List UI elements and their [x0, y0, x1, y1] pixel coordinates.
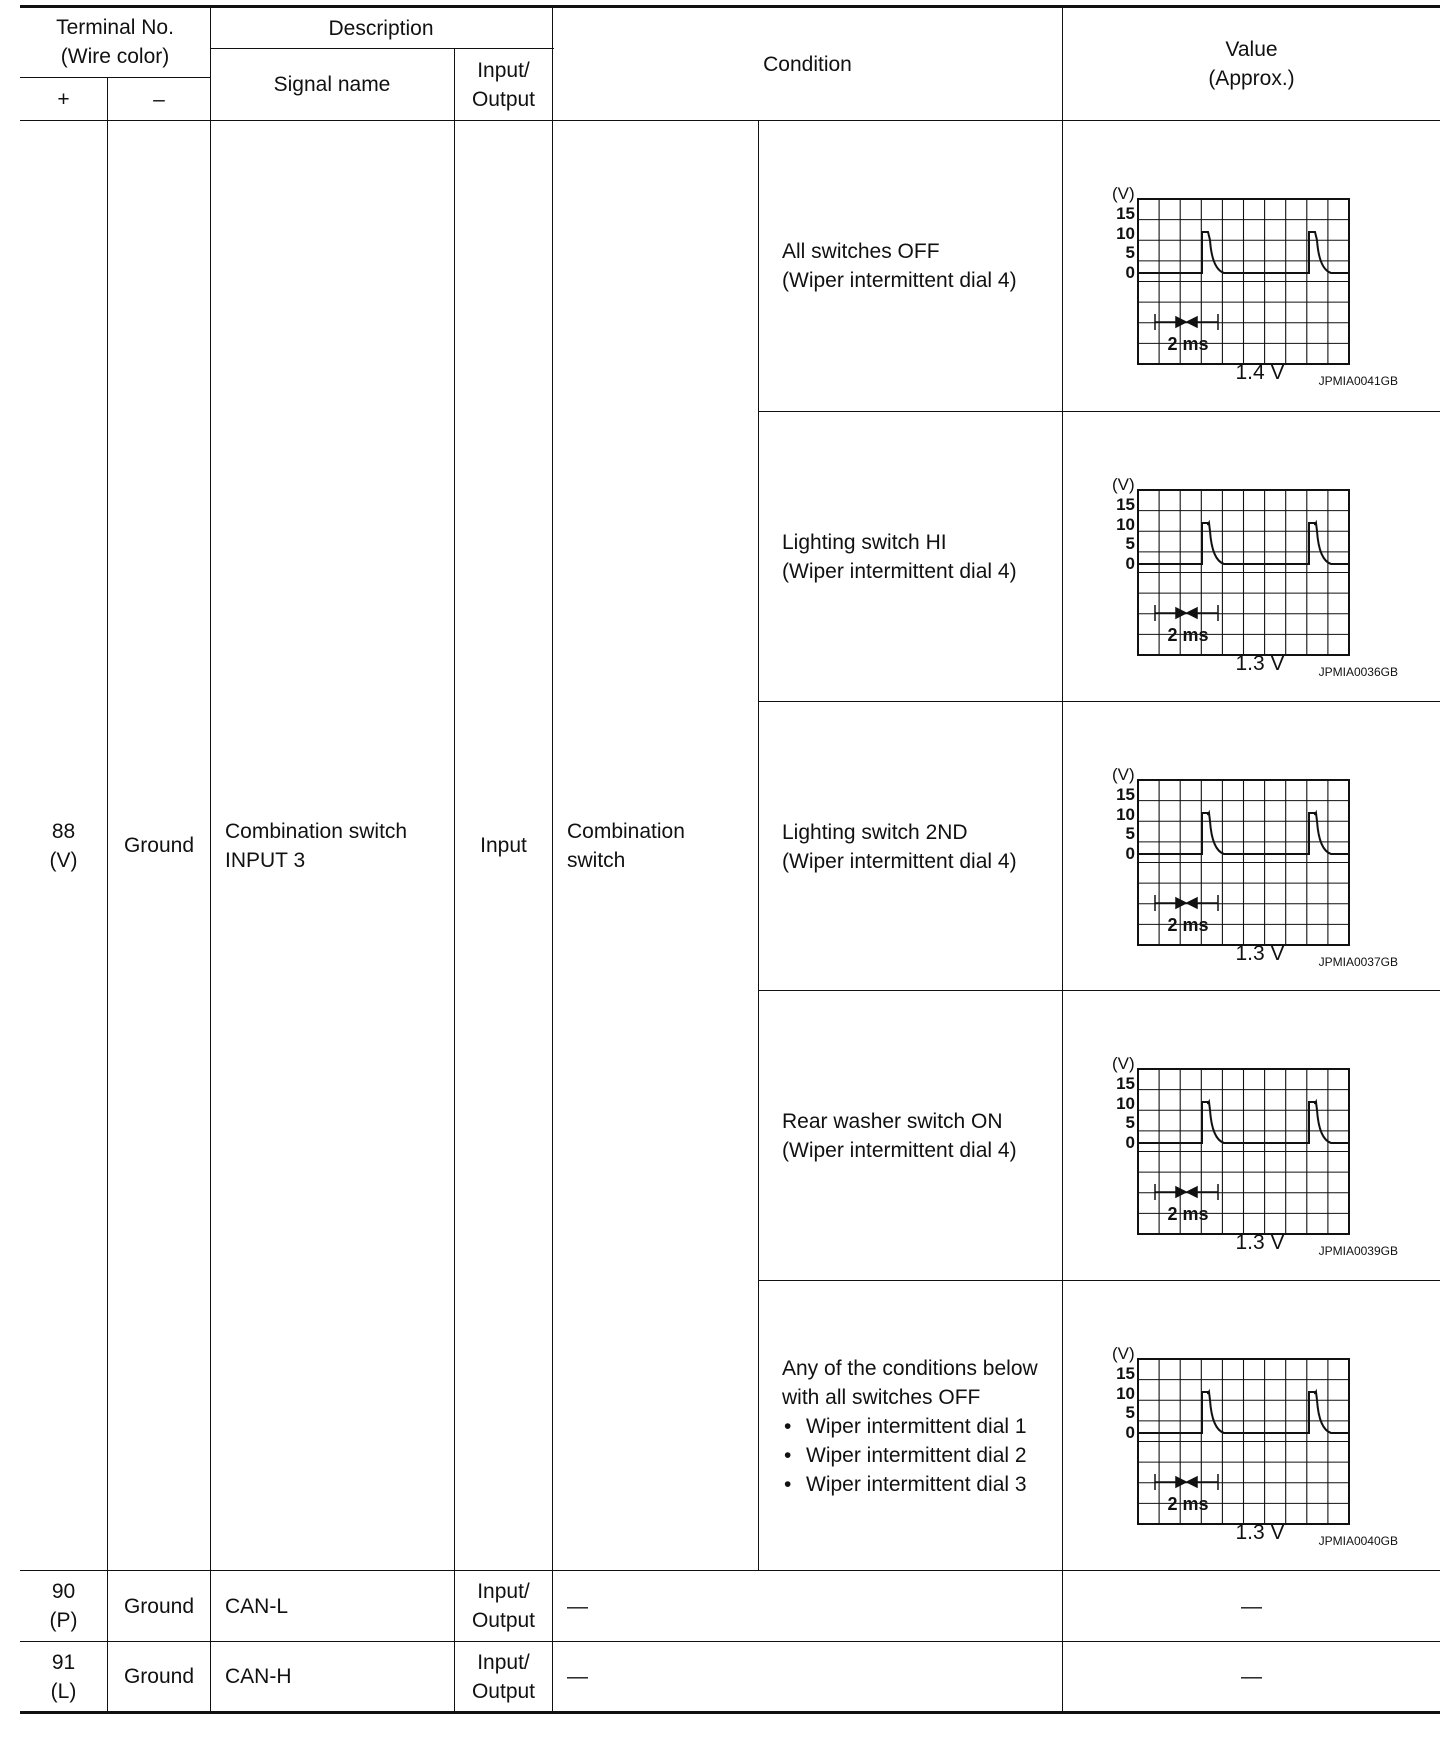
waveform-y-tick: 0: [1125, 1423, 1135, 1442]
time-scale-marker: [1155, 314, 1218, 330]
terminal-plus-88: 88 (V): [49, 819, 78, 872]
header-wire-color-label: (Wire color): [60, 45, 170, 68]
condition-90: —: [567, 1594, 588, 1618]
time-scale-marker: [1155, 895, 1218, 911]
signal-name-91: CAN-H: [225, 1665, 292, 1688]
io-91: Input/ Output: [471, 1650, 536, 1703]
time-scale-label: 2 ms: [1167, 1494, 1209, 1514]
waveform-unit-label: (V): [1112, 765, 1135, 784]
terminal-plus-90: 90 (P): [49, 1580, 78, 1632]
header-description: Description: [328, 16, 434, 40]
sub-condition-5: [782, 1281, 1092, 1571]
time-scale-marker: [1155, 1474, 1218, 1490]
waveform-y-tick: 15: [1116, 785, 1135, 804]
waveform-unit-label: (V): [1112, 475, 1135, 494]
waveform-figure-4: [1110, 1019, 1410, 1319]
time-scale-label: 2 ms: [1167, 1204, 1209, 1224]
waveform-axis-labels: [1112, 765, 1135, 863]
sub-condition-line: All switches OFF: [782, 240, 940, 263]
waveform-y-tick: 5: [1125, 824, 1135, 843]
table-bottom-border: [20, 1711, 1440, 1714]
sub-condition-bullet: • Wiper intermittent dial 2: [782, 1441, 1092, 1470]
sub-condition-4: [782, 991, 1092, 1281]
waveform-y-tick: 10: [1116, 1384, 1135, 1403]
waveform-figure-2: [1110, 440, 1410, 740]
waveform-y-tick: 15: [1116, 495, 1135, 514]
waveform-y-tick: 15: [1116, 1364, 1135, 1383]
sub-condition-line: Rear washer switch ON: [782, 1110, 1003, 1133]
header-plus: +: [57, 87, 70, 111]
value-reading: 1.3 V: [1235, 1521, 1285, 1544]
sub-condition-line: Lighting switch HI: [782, 531, 947, 554]
figure-id: JPMIA0041GB: [1318, 374, 1398, 388]
figure-id: JPMIA0040GB: [1318, 1534, 1398, 1548]
sub-condition-1: [782, 121, 1092, 411]
header-terminal-no: [20, 8, 210, 76]
waveform-axis-labels: [1112, 1344, 1135, 1442]
waveform-y-tick: 10: [1116, 224, 1135, 243]
figure-id: JPMIA0039GB: [1318, 1244, 1398, 1258]
header-input-output: Input/ Output: [471, 58, 536, 111]
waveform-y-tick: 15: [1116, 1074, 1135, 1093]
sub-condition-line: with all switches OFF: [782, 1385, 981, 1409]
value-reading: 1.4 V: [1235, 361, 1285, 384]
waveform-y-tick: 5: [1125, 243, 1135, 262]
value-reading: 1.3 V: [1235, 652, 1285, 675]
signal-name-88: Combination switch INPUT 3: [225, 819, 408, 872]
time-scale-marker: [1155, 1184, 1218, 1200]
waveform-y-tick: 10: [1116, 515, 1135, 534]
sub-condition-line: (Wiper intermittent dial 4): [782, 1139, 1017, 1162]
terminal-minus-90: Ground: [123, 1594, 195, 1618]
terminal-minus-91: Ground: [123, 1665, 195, 1688]
value-reading: 1.3 V: [1235, 942, 1285, 965]
waveform-y-tick: 0: [1125, 263, 1135, 282]
waveform-axis-labels: [1112, 475, 1135, 573]
value-reading: 1.3 V: [1235, 1231, 1285, 1254]
waveform-unit-label: (V): [1112, 1054, 1135, 1073]
figure-id: JPMIA0037GB: [1318, 955, 1398, 969]
sub-condition-bullet: • Wiper intermittent dial 3: [782, 1470, 1092, 1499]
sub-condition-bullet: • Wiper intermittent dial 1: [782, 1412, 1092, 1441]
time-scale-label: 2 ms: [1167, 625, 1209, 645]
waveform-axis-labels: [1112, 1054, 1135, 1152]
signal-name-90: CAN-L: [225, 1594, 289, 1618]
terminal-minus-88: Ground: [123, 834, 195, 857]
sub-condition-2: [782, 412, 1092, 702]
condition-group-88: Combination switch: [567, 819, 685, 872]
waveform-y-tick: 0: [1125, 844, 1135, 863]
header-value: Value (Approx.): [1208, 38, 1295, 90]
header-signal-name: Signal name: [273, 73, 391, 96]
waveform-y-tick: 0: [1125, 554, 1135, 573]
col-rule-subcondition: [758, 120, 759, 1570]
condition-91: —: [567, 1665, 588, 1688]
sub-condition-line: Any of the conditions below: [782, 1356, 1038, 1380]
header-condition: Condition: [763, 52, 852, 76]
value-90: —: [1241, 1594, 1262, 1618]
waveform-y-tick: 0: [1125, 1133, 1135, 1152]
waveform-y-tick: 10: [1116, 1094, 1135, 1113]
time-scale-marker: [1155, 605, 1218, 621]
waveform-unit-label: (V): [1112, 184, 1135, 203]
value-91: —: [1241, 1665, 1262, 1688]
waveform-y-tick: 5: [1125, 1403, 1135, 1422]
time-scale-label: 2 ms: [1167, 334, 1209, 354]
waveform-figure-1: [1110, 149, 1410, 449]
sub-condition-line: (Wiper intermittent dial 4): [782, 560, 1017, 583]
waveform-y-tick: 5: [1125, 534, 1135, 553]
header-terminal-no-label: Terminal No.: [56, 16, 174, 39]
io-90: Input/ Output: [471, 1580, 536, 1632]
io-88: Input: [480, 834, 527, 857]
waveform-unit-label: (V): [1112, 1344, 1135, 1363]
terminal-plus-91: 91 (L): [50, 1650, 77, 1703]
waveform-y-tick: 10: [1116, 805, 1135, 824]
sub-condition-line: Lighting switch 2ND: [782, 821, 968, 844]
waveform-axis-labels: [1112, 184, 1135, 282]
sub-condition-line: (Wiper intermittent dial 4): [782, 850, 1017, 873]
waveform-figure-5: [1110, 1309, 1410, 1609]
sub-condition-line: (Wiper intermittent dial 4): [782, 269, 1017, 292]
sub-condition-3: [782, 702, 1092, 992]
waveform-y-tick: 15: [1116, 204, 1135, 223]
time-scale-label: 2 ms: [1167, 915, 1209, 935]
waveform-figure-3: [1110, 730, 1410, 1030]
figure-id: JPMIA0036GB: [1318, 665, 1398, 679]
header-minus: –: [153, 87, 165, 111]
waveform-y-tick: 5: [1125, 1113, 1135, 1132]
